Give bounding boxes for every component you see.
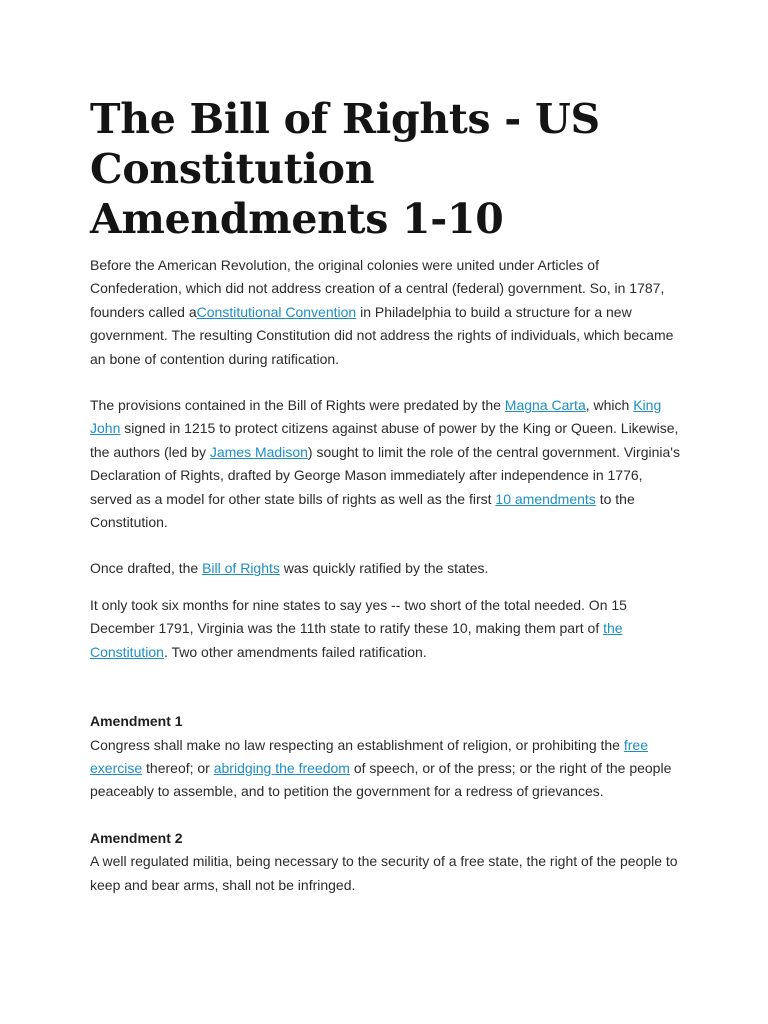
article xyxy=(90,94,680,897)
amendment-1 xyxy=(90,710,680,804)
paragraph-text: . Two other amendments failed ratification. xyxy=(163,643,427,660)
paragraph-text: The provisions contained in the Bill of Rights were predated by the xyxy=(90,397,505,414)
page-title: The Bill of Rights - US Constitution Amendments 1-10 xyxy=(90,95,600,243)
timeline-paragraph xyxy=(90,594,680,664)
link-magna-carta[interactable]: Magna Carta xyxy=(504,397,586,414)
link-constitutional-convention[interactable]: Constitutional Convention xyxy=(196,303,357,320)
paragraph-text: signed in 1215 to protect citizens against abuse of power by the King or Queen. Likewise, the authors (led by xyxy=(90,420,679,460)
paragraph-text: was quickly ratified by the states. xyxy=(279,560,489,577)
link-bill-of-rights[interactable]: Bill of Rights xyxy=(202,560,280,577)
link-abridging-the-freedom[interactable]: abridging the freedom xyxy=(213,759,350,776)
paragraph-text: It only took six months for nine states to say yes -- two short of the total needed. On 15 December 1791, Virginia was the 11th state to ratify these 10, making them part of xyxy=(90,596,627,637)
paragraph-text: , which xyxy=(585,397,634,414)
paragraph-text: to the Constitution. xyxy=(90,490,635,531)
paragraph-text: ) sought to limit the role of the central government. Virginia's Declaration of Rights, drafted by George Mason immediately after independence in 1776, served as a model for other state bills of rights as well as the first xyxy=(90,443,680,507)
paragraph-text: Before the American Revolution, the original colonies were united under Articles of Confederation, which did not address creation of a central (federal) government. So, in 1787, founders called a xyxy=(90,257,665,320)
amendment-1-text: Congress shall make no law respecting an establishment of religion, or prohibiting the xyxy=(90,736,624,753)
intro-paragraph xyxy=(90,254,680,371)
link-king-john[interactable]: King John xyxy=(90,397,662,437)
link-free-exercise[interactable]: free exercise xyxy=(90,736,648,776)
amendment-2 xyxy=(90,827,680,897)
amendment-2-title: Amendment 2 xyxy=(90,829,183,846)
amendment-2-text: A well regulated militia, being necessary to the security of a free state, the right of the people to keep and bear arms, shall not be infringed. xyxy=(90,853,678,893)
amendment-1-text: thereof; or xyxy=(142,759,214,776)
link-10-amendments[interactable]: 10 amendments xyxy=(495,490,596,507)
amendment-1-text: of speech, or of the press; or the right of the people peaceably to assemble, and to petition the government for a redress of grievances. xyxy=(90,759,672,800)
paragraph-text: Once drafted, the xyxy=(90,560,203,577)
ratification-paragraph xyxy=(90,557,680,580)
link-the-constitution[interactable]: the Constitution xyxy=(90,620,623,660)
amendment-1-title: Amendment 1 xyxy=(90,713,183,730)
history-paragraph xyxy=(90,394,680,534)
paragraph-text: in Philadelphia to build a structure for a new government. The resulting Constitution did not address the rights of individuals, which became an bone of contention during ratification. xyxy=(90,303,674,367)
link-james-madison[interactable]: James Madison xyxy=(209,443,308,460)
